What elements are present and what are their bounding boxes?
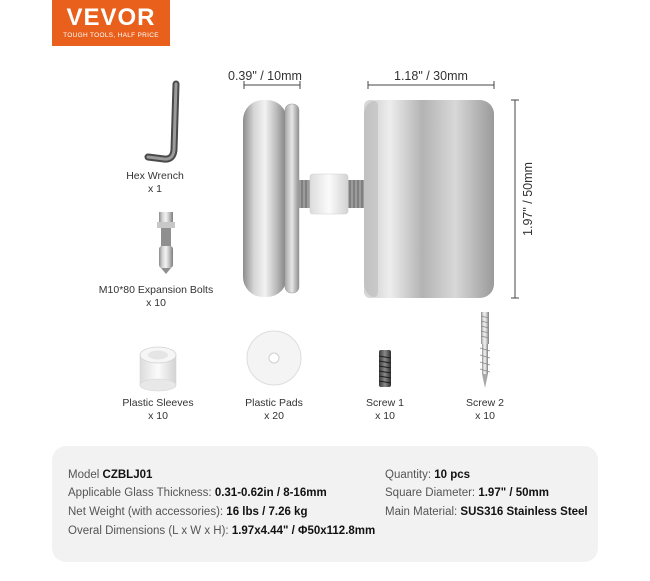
plastic-sleeve-image (140, 347, 176, 391)
diameter-label: 1.97" / 50mm (521, 162, 535, 236)
spec-material (385, 505, 588, 519)
spec-value: CZBLJ01 (102, 469, 153, 481)
standoff-body (364, 100, 494, 298)
spec-value: 1.97" / 50mm (478, 487, 549, 499)
accessory-name: Hex Wrench (126, 170, 184, 182)
body-thickness-label: 1.18" / 30mm (394, 69, 468, 83)
spec-label: Main Material: (385, 506, 458, 518)
threaded-rod (298, 174, 368, 214)
standoff-cap (243, 100, 299, 297)
accessory-qty: x 10 (475, 410, 495, 422)
accessory-qty: x 20 (264, 410, 284, 422)
accessory-name: Screw 1 (366, 397, 404, 409)
brand-name: VEVOR (66, 4, 156, 31)
hex-wrench-image (148, 84, 176, 159)
dimension-line-diameter (511, 100, 519, 298)
screw-1-image (379, 350, 391, 387)
accessory-qty: x 1 (147, 183, 162, 195)
accessory-hex-wrench (100, 170, 210, 196)
spec-glass-thickness (68, 486, 327, 500)
spec-label: Quantity: (385, 469, 432, 481)
spec-label: Model (68, 469, 100, 481)
accessory-name: Plastic Sleeves (122, 397, 194, 409)
accessory-qty: x 10 (146, 297, 166, 309)
spec-label: Square Diameter: (385, 487, 476, 499)
accessory-name: Plastic Pads (245, 397, 303, 409)
accessory-screw-2 (445, 397, 525, 423)
brand-tagline: TOUGH TOOLS, HALF PRICE (63, 32, 159, 39)
cap-thickness-label: 0.39" / 10mm (228, 69, 302, 83)
spec-value: 10 pcs (434, 469, 471, 481)
accessory-qty: x 10 (148, 410, 168, 422)
accessory-expansion-bolts (86, 284, 226, 310)
spec-value: 16 lbs / 7.26 kg (226, 506, 308, 518)
spec-label: Overal Dimensions (L x W x H): (68, 525, 229, 537)
spec-panel (52, 446, 598, 562)
accessory-name: M10*80 Expansion Bolts (98, 284, 214, 296)
spec-overall-dimensions (68, 524, 375, 538)
spec-label: Net Weight (with accessories): (68, 506, 224, 518)
spec-value: SUS316 Stainless Steel (460, 506, 588, 518)
spec-value: 0.31-0.62in / 8-16mm (214, 487, 327, 499)
plastic-pad-image (247, 331, 301, 385)
spec-label: Applicable Glass Thickness: (68, 487, 212, 499)
spec-value: 1.97x4.44" / Φ50x112.8mm (231, 525, 376, 537)
spec-square-diameter (385, 486, 549, 500)
accessory-qty: x 10 (375, 410, 395, 422)
expansion-bolt-image (157, 212, 175, 274)
accessory-name: Screw 2 (466, 397, 504, 409)
spec-quantity (385, 468, 470, 482)
accessory-screw-1 (345, 397, 425, 423)
screw-2-image (480, 312, 490, 388)
spec-net-weight (68, 505, 307, 519)
spec-model (68, 468, 152, 482)
accessory-plastic-sleeves (98, 397, 218, 423)
accessory-plastic-pads (219, 397, 329, 423)
